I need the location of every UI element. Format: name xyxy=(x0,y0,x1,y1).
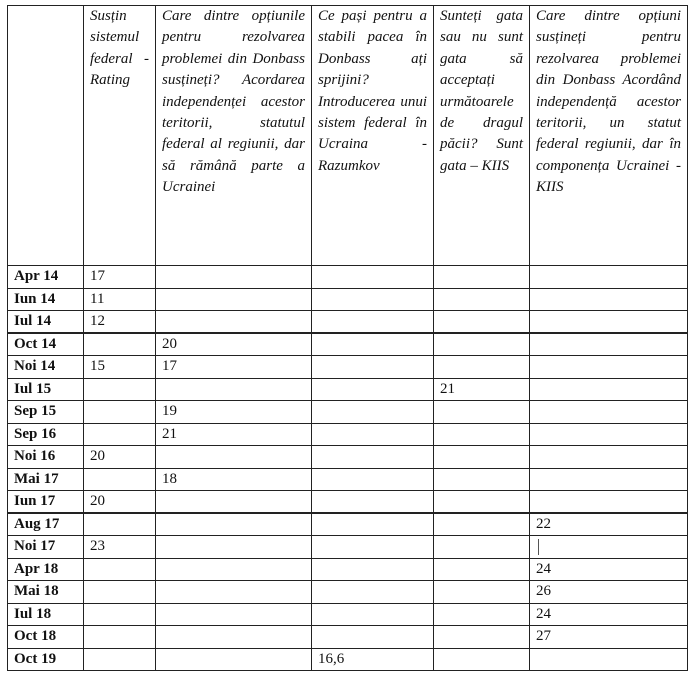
table-row xyxy=(8,401,688,424)
table-cell xyxy=(530,333,688,356)
table-cell xyxy=(156,491,312,514)
table-cell xyxy=(156,446,312,469)
table-row xyxy=(8,378,688,401)
table-cell xyxy=(156,558,312,581)
table-cell xyxy=(84,603,156,626)
row-date-label: Noi 16 xyxy=(8,446,84,469)
table-cell xyxy=(434,423,530,446)
table-row xyxy=(8,626,688,649)
table-cell xyxy=(156,288,312,311)
row-date-label: Oct 14 xyxy=(8,333,84,356)
table-row xyxy=(8,513,688,536)
table-cell xyxy=(156,513,312,536)
table-cell xyxy=(434,626,530,649)
table-row xyxy=(8,266,688,289)
table-row xyxy=(8,648,688,671)
table-cell: 11 xyxy=(84,288,156,311)
table-cell: 21 xyxy=(434,378,530,401)
table-cell xyxy=(312,491,434,514)
table-cell xyxy=(156,626,312,649)
table-cell xyxy=(312,288,434,311)
table-cell xyxy=(84,401,156,424)
table-cell xyxy=(84,648,156,671)
table-cell: 18 xyxy=(156,468,312,491)
table-cell xyxy=(434,356,530,379)
row-date-label: Apr 14 xyxy=(8,266,84,289)
table-cell: 24 xyxy=(530,603,688,626)
table-row xyxy=(8,581,688,604)
table-cell xyxy=(312,378,434,401)
table-row xyxy=(8,311,688,334)
row-date-label: Mai 18 xyxy=(8,581,84,604)
table-row xyxy=(8,536,688,559)
poll-results-table xyxy=(7,5,688,671)
table-cell xyxy=(312,603,434,626)
table-cell xyxy=(530,468,688,491)
table-cell xyxy=(434,288,530,311)
table-cell xyxy=(530,491,688,514)
row-date-label: Oct 19 xyxy=(8,648,84,671)
table-cell xyxy=(156,536,312,559)
table-body xyxy=(8,266,688,671)
header-kiis-ready: Sunteți gata sau nu sunt gata să acceptați următoarele de dragul păcii? Sunt gata – KIIS xyxy=(434,6,530,266)
table-cell xyxy=(434,558,530,581)
table-cell: 17 xyxy=(84,266,156,289)
table-cell xyxy=(84,423,156,446)
header-razumkov-peace-steps: Ce pași pentru a stabili pacea în Donbass ați sprijini? Introducerea unui sistem federal în Ucraina - Razumkov xyxy=(312,6,434,266)
table-cell: 20 xyxy=(84,446,156,469)
header-federal-rating: Susțin sistemul federal - Rating xyxy=(84,6,156,266)
table-cell xyxy=(84,513,156,536)
table-cell xyxy=(84,581,156,604)
table-row xyxy=(8,446,688,469)
header-corner-cell xyxy=(8,6,84,266)
table-cell xyxy=(530,446,688,469)
table-cell xyxy=(530,401,688,424)
row-date-label: Iun 14 xyxy=(8,288,84,311)
table-cell xyxy=(312,423,434,446)
row-date-label: Mai 17 xyxy=(8,468,84,491)
table-cell: 22 xyxy=(530,513,688,536)
row-date-label: Iun 17 xyxy=(8,491,84,514)
table-cell xyxy=(312,581,434,604)
table-cell xyxy=(530,311,688,334)
table-cell: 21 xyxy=(156,423,312,446)
table-cell xyxy=(434,513,530,536)
table-cell xyxy=(312,468,434,491)
table-cell xyxy=(434,581,530,604)
table-cell xyxy=(156,378,312,401)
row-date-label: Iul 14 xyxy=(8,311,84,334)
table-row xyxy=(8,558,688,581)
table-cell xyxy=(312,513,434,536)
table-cell xyxy=(156,581,312,604)
table-cell xyxy=(434,446,530,469)
header-donbass-options: Care dintre opțiunile pentru rezolvarea problemei din Donbass susțineți? Acordarea independenței acestor teritorii, statutul federal al regiunii, dar să rămână parte a Ucrainei xyxy=(156,6,312,266)
table-cell xyxy=(312,536,434,559)
table-cell xyxy=(434,491,530,514)
table-cell xyxy=(530,378,688,401)
table-cell xyxy=(84,378,156,401)
table-cell: 20 xyxy=(84,491,156,514)
table-row xyxy=(8,491,688,514)
header-kiis-options: Care dintre opțiuni susțineți pentru rezolvarea problemei din Donbass Acordând independență acestor teritorii, un statut federal regiunii, dar în componența Ucrainei - KIIS xyxy=(530,6,688,266)
table-cell xyxy=(312,626,434,649)
table-cell xyxy=(156,603,312,626)
table-cell: 16,6 xyxy=(312,648,434,671)
row-date-label: Sep 15 xyxy=(8,401,84,424)
table-cell xyxy=(434,266,530,289)
table-cell: 26 xyxy=(530,581,688,604)
table-cell xyxy=(530,423,688,446)
table-cell xyxy=(434,648,530,671)
table-cell: 27 xyxy=(530,626,688,649)
table-row xyxy=(8,288,688,311)
row-date-label: Oct 18 xyxy=(8,626,84,649)
table-cell: 12 xyxy=(84,311,156,334)
table-cell: 19 xyxy=(156,401,312,424)
table-cell xyxy=(434,333,530,356)
table-cell xyxy=(530,536,688,559)
table-row xyxy=(8,333,688,356)
table-cell xyxy=(156,266,312,289)
row-date-label: Apr 18 xyxy=(8,558,84,581)
table-cell: 24 xyxy=(530,558,688,581)
document-page xyxy=(7,5,688,671)
table-cell xyxy=(312,401,434,424)
table-cell xyxy=(84,558,156,581)
table-cell xyxy=(312,333,434,356)
table-cell xyxy=(434,603,530,626)
table-cell xyxy=(312,558,434,581)
table-row xyxy=(8,423,688,446)
header-row xyxy=(8,6,688,266)
table-cell xyxy=(312,311,434,334)
table-cell: 23 xyxy=(84,536,156,559)
row-date-label: Sep 16 xyxy=(8,423,84,446)
table-row xyxy=(8,603,688,626)
table-cell xyxy=(434,311,530,334)
table-cell: 17 xyxy=(156,356,312,379)
table-cell: 15 xyxy=(84,356,156,379)
text-cursor xyxy=(538,539,539,555)
table-cell: 20 xyxy=(156,333,312,356)
table-cell xyxy=(530,648,688,671)
row-date-label: Iul 18 xyxy=(8,603,84,626)
row-date-label: Iul 15 xyxy=(8,378,84,401)
row-date-label: Noi 17 xyxy=(8,536,84,559)
table-cell xyxy=(84,333,156,356)
table-cell xyxy=(530,266,688,289)
table-cell xyxy=(84,626,156,649)
table-row xyxy=(8,468,688,491)
row-date-label: Noi 14 xyxy=(8,356,84,379)
table-cell xyxy=(156,648,312,671)
table-cell xyxy=(434,536,530,559)
table-cell xyxy=(84,468,156,491)
table-cell xyxy=(434,401,530,424)
table-cell xyxy=(312,446,434,469)
table-cell xyxy=(530,356,688,379)
table-row xyxy=(8,356,688,379)
table-cell xyxy=(312,266,434,289)
row-date-label: Aug 17 xyxy=(8,513,84,536)
table-cell xyxy=(312,356,434,379)
table-cell xyxy=(434,468,530,491)
table-cell xyxy=(156,311,312,334)
table-cell xyxy=(530,288,688,311)
